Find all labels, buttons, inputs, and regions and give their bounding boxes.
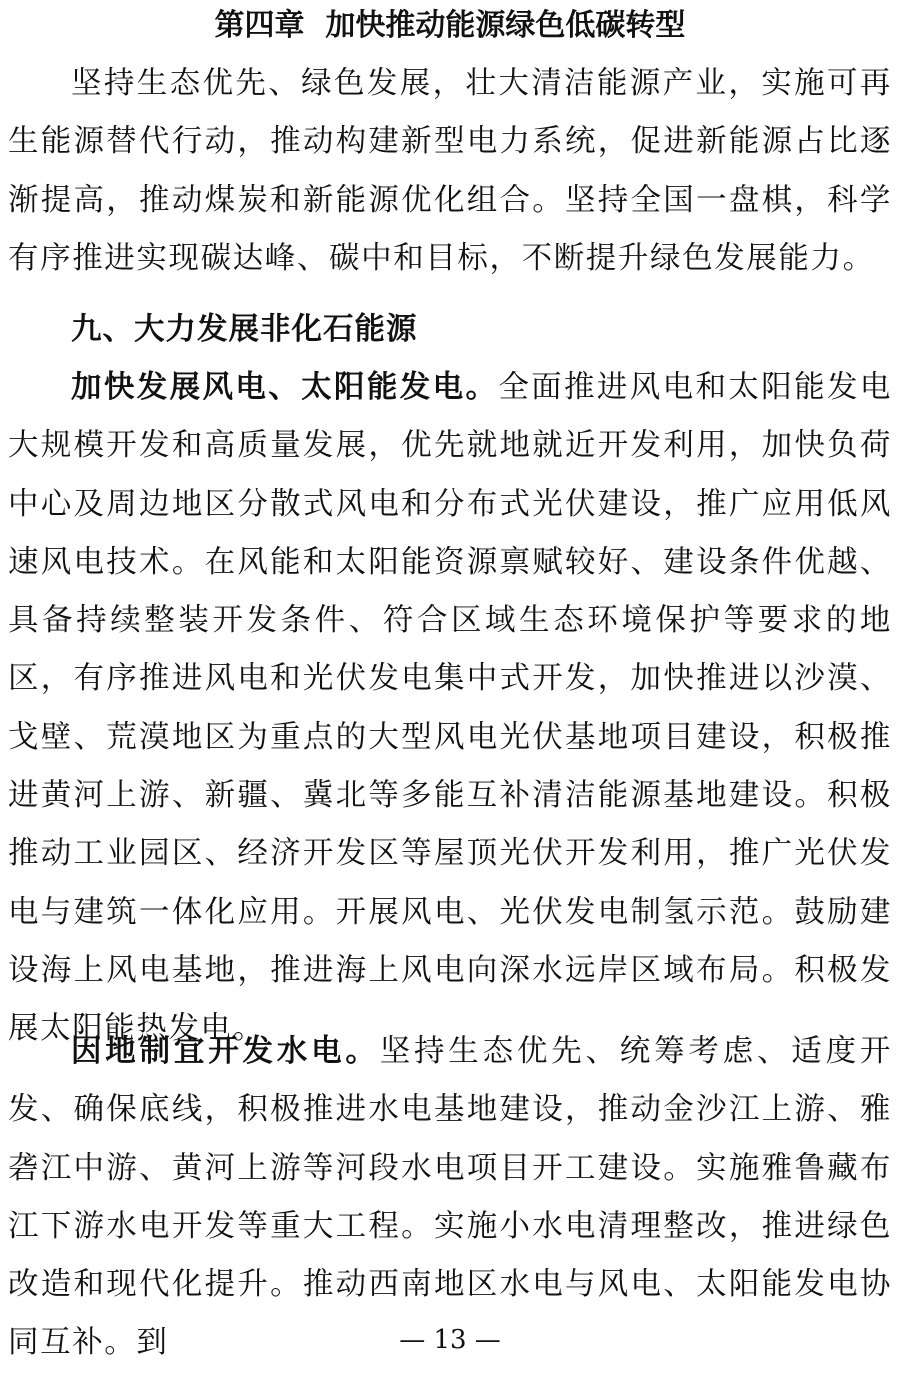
page-number: — 13 —: [399, 1325, 501, 1355]
section-heading: 九、大力发展非化石能源: [71, 311, 418, 347]
paragraph-body: 坚持生态优先、统筹考虑、适度开发、确保底线，积极推进水电基地建设，推动金沙江上游、雅砻江中游、黄河上游等河段水电项目开工建设。实施雅鲁藏布江下游水电开发等重大工程。实施小水电清理整改，推进绿色改造和现代化提升。推动西南地区水电与风电、太阳能发电协同互补。到: [8, 1034, 892, 1361]
intro-paragraph: 坚持生态优先、绿色发展，壮大清洁能源产业，实施可再生能源替代行动，推动构建新型电力系统，促进新能源占比逐渐提高，推动煤炭和新能源优化组合。坚持全国一盘棋，科学有序推进实现碳达峰、碳中和目标，不断提升绿色发展能力。: [8, 66, 892, 276]
chapter-title: 第四章 加快推动能源绿色低碳转型: [214, 8, 686, 43]
paragraph-body: 全面推进风电和太阳能发电大规模开发和高质量发展，优先就地就近开发利用，加快负荷中心及周边地区分散式风电和分布式光伏建设，推广应用低风速风电技术。在风能和太阳能资源禀赋较好、建设条件优越、具备持续整装开发条件、符合区域生态环境保护等要求的地区，有序推进风电和光伏发电集中式开发，加快推进以沙漠、戈壁、荒漠地区为重点的大型风电光伏基地项目建设，积极推进黄河上游、新疆、冀北等多能互补清洁能源基地建设。积极推动工业园区、经济开发区等屋顶光伏开发利用，推广光伏发电与建筑一体化应用。开展风电、光伏发电制氢示范。鼓励建设海上风电基地，推进海上风电向深水远岸区域布局。积极发展太阳能热发电。: [8, 370, 892, 1047]
paragraph-lead: 加快发展风电、太阳能发电。: [71, 369, 499, 405]
paragraph-hydropower: [8, 1022, 892, 1373]
paragraph-wind-solar: [8, 358, 892, 1059]
paragraph-lead: 因地制宜开发水电。: [71, 1033, 380, 1069]
